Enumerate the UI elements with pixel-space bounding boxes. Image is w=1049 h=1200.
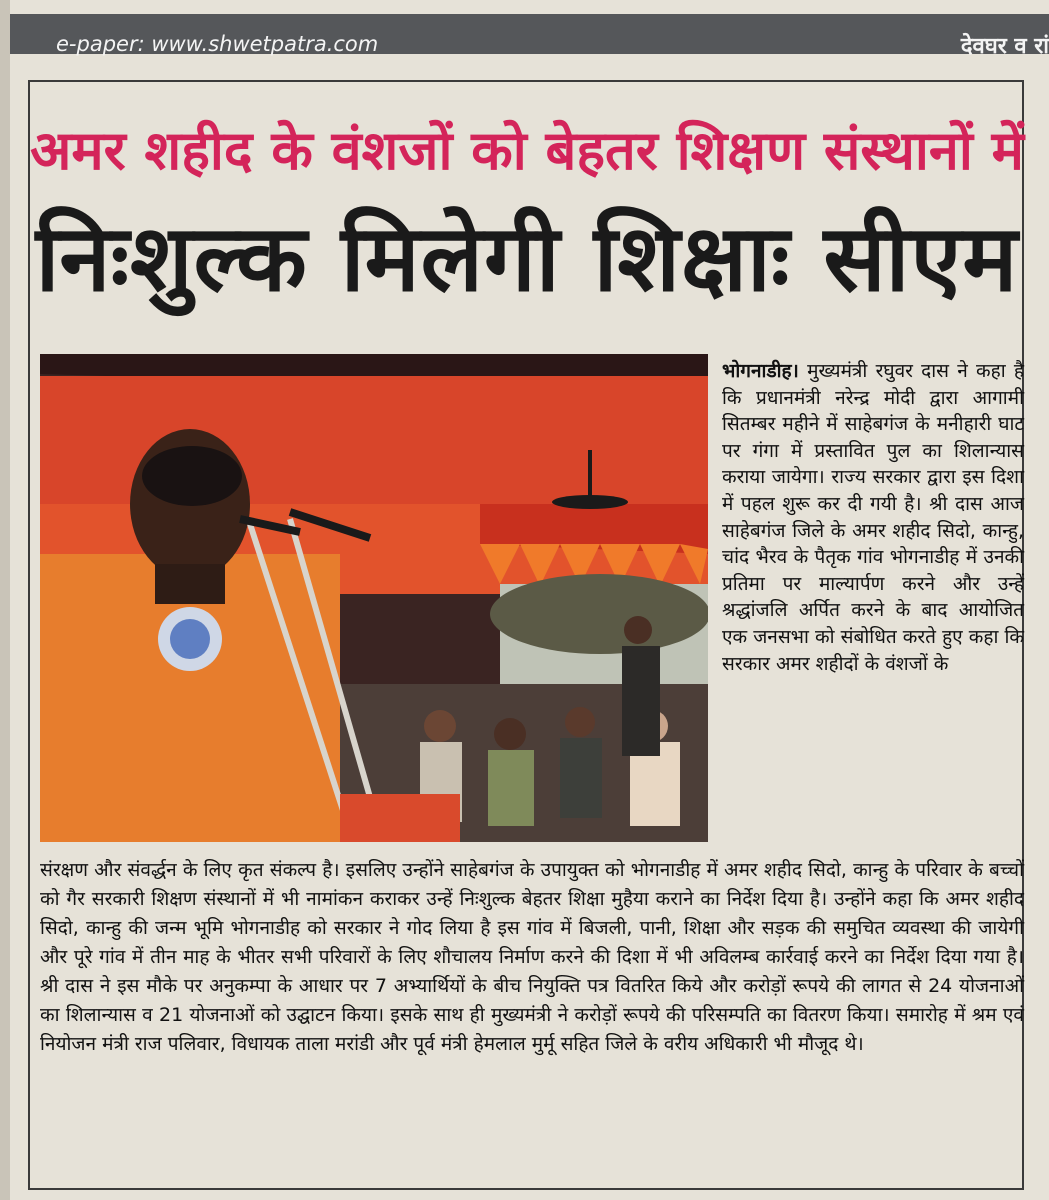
lead-text: मुख्यमंत्री रघुवर दास ने कहा है कि प्रधानमंत्री नरेन्द्र मोदी द्वारा आगामी सितम्बर महीने में साहेबगंज के मनीहारी घाट पर गंगा में प्रस्तावित पुल का शिलान्यास कराया जायेगा। राज्य सरकार द्वारा इस दिशा में पहल शुरू कर दी गयी है। श्री दास आज साहेबगंज जिले के अमर शहीद सिदो, कान्हु, चांद भैरव के पैतृक गांव भोगनाडीह में उनकी प्रतिमा पर माल्यार्पण करने और उन्हें श्रद्धांजलि अर्पित करने के बाद आयोजित एक जनसभा को संबोधित करते हुए कहा कि सरकार अमर शहीदों के वंशजों के <box>722 360 1024 675</box>
dateline: भोगनाडीह। <box>722 360 799 382</box>
article-body: संरक्षण और संवर्द्धन के लिए कृत संकल्प है। इसलिए उन्होंने साहेबगंज के उपायुक्त को भोगनाडीह में अमर शहीद सिदो, कान्हु के परिवार के बच्चों को गैर सरकारी शिक्षण संस्थानों में भी नामांकन कराकर उन्हें निःशुल्क बेहतर शिक्षा मुहैया कराने का निर्देश दिया है। उन्होंने कहा कि अमर शहीद सिदो, कान्हु की जन्म भूमि भोगनाडीह को सरकार ने गोद लिया है इस गांव में बिजली, पानी, शिक्षा और सड़क की समुचित व्यवस्था की जायेगी और पूरे गांव में तीन माह के भीतर सभी परिवारों के लिए शौचालय निर्माण करने की दिशा में भी अविलम्ब कार्रवाई करने का निर्देश दिया गया है। श्री दास ने इस मौके पर अनुकम्पा के आधार पर 7 अभ्यार्थियों के बीच नियुक्ति पत्र वितरित किये और करोड़ों रूपये की लागत से 24 योजनाओं का शिलान्यास व 21 योजनाओं को उद्घाटन किया। इसके साथ ही मुख्यमंत्री ने करोड़ों रूपये की परिसम्पति का वितरण किया। समारोह में श्रम एवं नियोजन मंत्री राज पलिवार, विधायक ताला मरांडी और पूर्व मंत्री हेमलाल मुर्मू सहित जिले के वरीय अधिकारी भी मौजूद थे। <box>40 859 1024 1055</box>
site-url: e-paper: www.shwetpatra.com <box>56 32 379 56</box>
article-photo <box>40 354 708 842</box>
edition-label: देवघर व रां <box>960 34 1049 59</box>
article-kicker: अमर शहीद के वंशजों को बेहतर शिक्षण संस्थानों में <box>30 119 1024 182</box>
epaper-banner <box>10 14 1049 59</box>
speaker-photo-illustration <box>40 354 708 842</box>
lead-column <box>722 358 1024 677</box>
article-headline: निःशुल्क मिलेगी शिक्षाः सीएम <box>35 205 1019 312</box>
